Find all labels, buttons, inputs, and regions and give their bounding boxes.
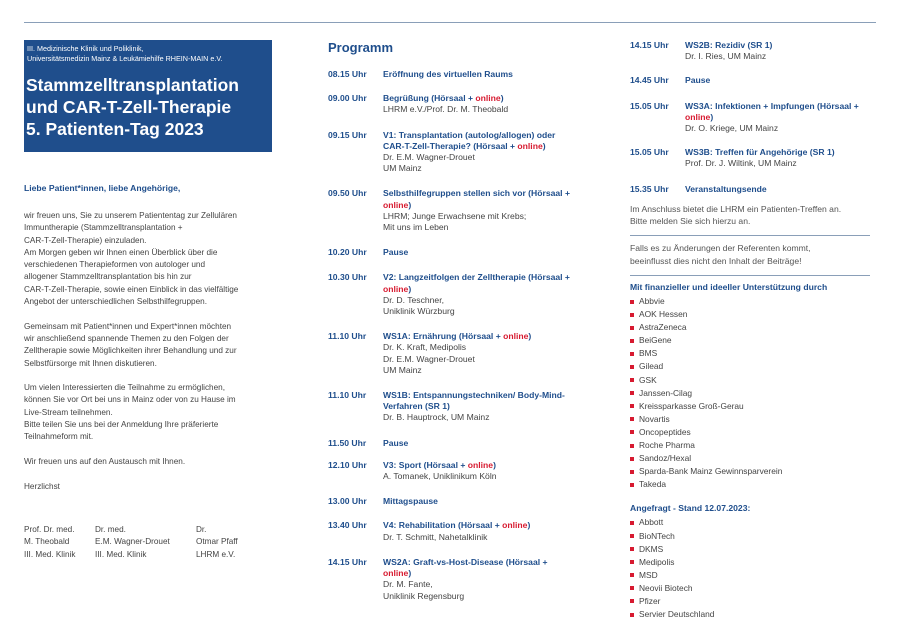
entry-title xyxy=(383,130,578,152)
sponsor-name: AstraZeneca xyxy=(639,322,687,333)
entry-title-text: V1: Transplantation (autolog/allogen) oder CAR-T-Zell-Therapie? (Hörsaal + xyxy=(383,129,556,151)
sponsor-item xyxy=(630,478,880,491)
entry-title-text: WS1B: Entspannungstechniken/ Body-Mind-Verfahren (SR 1) xyxy=(383,390,565,412)
sponsor-item xyxy=(630,556,880,569)
sponsor-item xyxy=(630,426,880,439)
sponsor-name: DKMS xyxy=(639,543,664,554)
entry-title-close: ) xyxy=(408,283,412,294)
entry-time: 14.15 Uhr xyxy=(630,40,669,50)
sponsor-name: Takeda xyxy=(639,479,667,490)
entry-title-text: Selbsthilfegruppen stellen sich vor (Hörsaal + xyxy=(383,188,570,199)
letter-paragraph: Herzlichst xyxy=(24,481,60,491)
sponsor-item xyxy=(630,360,880,373)
program-entry xyxy=(630,147,880,169)
entry-title xyxy=(383,390,578,412)
program-entry xyxy=(328,460,578,482)
online-label: online xyxy=(475,93,501,104)
sponsor-name: Medipolis xyxy=(639,556,675,567)
sponsor-item xyxy=(630,321,880,334)
entry-body xyxy=(383,93,508,115)
signature: Prof. Dr. med. M. Theobald III. Med. Klinik xyxy=(24,525,76,559)
program-entry xyxy=(328,130,578,175)
entry-title xyxy=(383,520,530,531)
bullet-square-icon xyxy=(630,547,634,551)
entry-title-close: ) xyxy=(710,111,714,122)
requested-sponsors-list xyxy=(630,516,880,621)
sponsor-name: BeiGene xyxy=(639,335,672,346)
entry-speaker: LHRM e.V./Prof. Dr. M. Theobald xyxy=(383,104,509,115)
entry-body xyxy=(383,390,578,424)
entry-title xyxy=(685,147,835,158)
sponsor-item xyxy=(630,582,880,595)
bullet-square-icon xyxy=(630,404,634,408)
sponsor-item xyxy=(630,387,880,400)
letter-paragraph: Um vielen Interessierten die Teilnahme zu ermöglichen, können Sie vor Ort bei uns in Mainz oder von zu Hause im Live-Stream teilnehmen. Bitte teilen Sie uns bei der Anmeldung Ihre präferierte Teilnahmeform mit. xyxy=(24,383,236,442)
entry-title-close: ) xyxy=(527,520,531,531)
entry-speaker: Dr. T. Schmitt, Nahetalklinik xyxy=(383,531,488,542)
bullet-square-icon xyxy=(630,417,634,421)
entry-body xyxy=(383,438,408,449)
entry-title-close: ) xyxy=(528,331,532,342)
online-label: online xyxy=(383,199,409,210)
sponsor-item xyxy=(630,439,880,452)
entry-title xyxy=(383,69,513,80)
entry-title xyxy=(383,331,531,342)
sponsors-list xyxy=(630,295,880,491)
program-entry xyxy=(328,438,578,449)
invitation-letter xyxy=(24,210,272,505)
sponsor-name: Neovii Biotech xyxy=(639,582,693,593)
program-entry xyxy=(328,93,578,115)
entry-time: 13.40 Uhr xyxy=(328,520,367,531)
sponsor-item xyxy=(630,295,880,308)
entry-time: 14.45 Uhr xyxy=(630,75,669,86)
sponsor-name: Pfizer xyxy=(639,595,661,606)
sponsor-item xyxy=(630,465,880,478)
program-heading: Programm xyxy=(328,40,394,55)
entry-body xyxy=(685,40,772,62)
program-entry xyxy=(328,272,578,317)
entry-title xyxy=(383,272,578,294)
entry-title-text: Pause xyxy=(383,437,409,448)
program-entry xyxy=(328,247,578,258)
entry-body xyxy=(685,101,880,135)
bullet-square-icon xyxy=(630,534,634,538)
program-entry xyxy=(328,69,578,80)
sponsor-item xyxy=(630,516,880,529)
entry-speaker: A. Tomanek, Uniklinikum Köln xyxy=(383,471,497,482)
online-label: online xyxy=(503,331,529,342)
sponsor-name: AOK Hessen xyxy=(639,309,688,320)
entry-title-text: WS2B: Rezidiv (SR 1) xyxy=(685,40,773,50)
entry-title xyxy=(383,557,578,579)
entry-title-text: V2: Langzeitfolgen der Zelltherapie (Hörsaal + xyxy=(383,272,570,283)
sponsor-name: Abbott xyxy=(639,517,664,528)
sponsor-item xyxy=(630,543,880,556)
bullet-square-icon xyxy=(630,391,634,395)
entry-title-close: ) xyxy=(408,568,412,579)
entry-title xyxy=(383,460,497,471)
bullet-square-icon xyxy=(630,560,634,564)
entry-title-text: Pause xyxy=(685,75,711,86)
left-column xyxy=(24,40,272,152)
meeting-note: Im Anschluss bietet die LHRM ein Patienten-Treffen an. Bitte melden Sie sich hierzu an. xyxy=(630,203,842,227)
title-banner xyxy=(24,40,272,152)
online-label: online xyxy=(383,283,409,294)
bullet-square-icon xyxy=(630,430,634,434)
sponsor-name: BioNTech xyxy=(639,530,675,541)
sponsor-item xyxy=(630,347,880,360)
entry-time: 13.00 Uhr xyxy=(328,496,367,507)
bullet-square-icon xyxy=(630,599,634,603)
entry-speaker: Dr. I. Ries, UM Mainz xyxy=(685,51,767,62)
entry-title-text: Mittagspause xyxy=(383,496,438,507)
bullet-square-icon xyxy=(630,521,634,525)
entry-speaker: Dr. K. Kraft, Medipolis Dr. E.M. Wagner-Drouet UM Mainz xyxy=(383,342,475,375)
program-entry xyxy=(328,188,578,233)
entry-title-close: ) xyxy=(408,199,412,210)
sponsor-name: Oncopeptides xyxy=(639,426,691,437)
sponsor-item xyxy=(630,308,880,321)
program-list xyxy=(328,69,578,602)
bullet-square-icon xyxy=(630,352,634,356)
entry-title xyxy=(383,438,408,449)
entry-title xyxy=(383,247,408,258)
bullet-square-icon xyxy=(630,300,634,304)
sponsor-name: Novartis xyxy=(639,413,670,424)
entry-time: 09.15 Uhr xyxy=(328,129,367,140)
changes-note: Falls es zu Änderungen der Referenten kommt, beeinflusst dies nicht den Inhalt der Beiträge! xyxy=(630,243,811,266)
online-label: online xyxy=(467,459,494,470)
entry-time: 09.50 Uhr xyxy=(328,188,367,199)
entry-time: 11.10 Uhr xyxy=(328,331,367,342)
bullet-square-icon xyxy=(630,457,634,461)
entry-body xyxy=(685,184,767,195)
entry-title-text: WS1A: Ernährung (Hörsaal + xyxy=(383,331,504,342)
online-label: online xyxy=(685,111,711,122)
entry-title-close: ) xyxy=(500,93,504,104)
letter-greeting: Liebe Patient*innen, liebe Angehörige, xyxy=(24,183,181,193)
entry-title xyxy=(685,75,710,86)
bullet-square-icon xyxy=(630,444,634,448)
entry-body xyxy=(383,557,578,602)
entry-body xyxy=(383,247,408,258)
program-column xyxy=(328,40,578,616)
sponsor-item xyxy=(630,400,880,413)
entry-speaker: Prof. Dr. J. Wiltink, UM Mainz xyxy=(685,158,797,169)
bullet-square-icon xyxy=(630,586,634,590)
sponsor-item xyxy=(630,569,880,582)
entry-title xyxy=(685,184,767,195)
entry-title-close: ) xyxy=(542,140,546,151)
program-entry xyxy=(328,520,578,542)
sponsor-item xyxy=(630,530,880,543)
right-column xyxy=(630,40,880,621)
program-entry xyxy=(328,331,578,376)
entry-body xyxy=(383,520,530,542)
entry-title-text: Veranstaltungsende xyxy=(685,183,767,194)
bullet-square-icon xyxy=(630,365,634,369)
entry-body xyxy=(383,130,578,175)
online-label: online xyxy=(517,140,543,151)
entry-time: 12.10 Uhr xyxy=(328,459,367,470)
bullet-square-icon xyxy=(630,483,634,487)
online-label: online xyxy=(383,568,409,579)
program-entry xyxy=(328,557,578,602)
program-entry xyxy=(630,101,880,135)
entry-title-text: V3: Sport (Hörsaal + xyxy=(383,459,468,470)
entry-time: 15.05 Uhr xyxy=(630,100,669,111)
entry-title xyxy=(685,101,880,123)
entry-title-text: V4: Rehabilitation (Hörsaal + xyxy=(383,520,503,531)
entry-title xyxy=(685,40,772,51)
entry-title xyxy=(383,496,438,507)
sponsor-name: MSD xyxy=(639,569,658,580)
entry-title-close: ) xyxy=(493,459,496,470)
entry-title-text: WS2A: Graft-vs-Host-Disease (Hörsaal + xyxy=(383,556,548,567)
top-divider xyxy=(24,22,876,23)
divider xyxy=(630,275,870,276)
sponsor-name: Abbvie xyxy=(639,296,665,307)
bullet-square-icon xyxy=(630,326,634,330)
entry-time: 08.15 Uhr xyxy=(328,69,367,79)
entry-speaker: Dr. D. Teschner, Uniklinik Würzburg xyxy=(383,294,455,317)
entry-body xyxy=(383,460,497,482)
entry-time: 15.05 Uhr xyxy=(630,147,669,158)
entry-time: 10.30 Uhr xyxy=(328,272,367,283)
sponsor-name: Servier Deutschland xyxy=(639,609,715,620)
entry-speaker: Dr. M. Fante, Uniklinik Regensburg xyxy=(383,579,465,601)
entry-title-text: WS3A: Infektionen + Impfungen (Hörsaal + xyxy=(685,100,859,111)
entry-title-text: Eröffnung des virtuellen Raums xyxy=(383,69,513,79)
entry-title-text: Begrüßung (Hörsaal + xyxy=(383,93,476,104)
sponsor-item xyxy=(630,608,880,621)
bullet-square-icon xyxy=(630,613,634,617)
sponsor-name: Janssen-Cilag xyxy=(639,387,693,398)
entry-body xyxy=(383,496,438,507)
program-entry xyxy=(630,75,880,86)
entry-time: 11.10 Uhr xyxy=(328,390,367,401)
entry-body xyxy=(685,75,710,86)
bullet-square-icon xyxy=(630,378,634,382)
organization-line: III. Medizinische Klinik und Poliklinik, Universitätsmedizin Mainz & Leukämiehilfe RHEIN-MAIN e.V. xyxy=(27,44,223,63)
program-entry xyxy=(328,390,578,424)
sponsor-name: Gilead xyxy=(639,361,664,372)
sponsor-name: Sparda-Bank Mainz Gewinnsparverein xyxy=(639,466,783,477)
signature-block xyxy=(24,524,272,561)
sponsor-item xyxy=(630,374,880,387)
signature: Dr. Otmar Pfaff LHRM e.V. xyxy=(196,525,238,559)
bullet-square-icon xyxy=(630,313,634,317)
sponsor-name: Roche Pharma xyxy=(639,440,695,451)
bullet-square-icon xyxy=(630,470,634,474)
entry-body xyxy=(383,188,578,233)
entry-speaker: LHRM; Junge Erwachsene mit Krebs; Mit uns im Leben xyxy=(383,210,527,233)
bullet-square-icon xyxy=(630,339,634,343)
online-label: online xyxy=(502,520,528,531)
sponsor-name: GSK xyxy=(639,374,657,385)
entry-time: 15.35 Uhr xyxy=(630,183,669,194)
requested-heading: Angefragt - Stand 12.07.2023: xyxy=(630,503,751,514)
sponsor-name: Sandoz/Hexal xyxy=(639,453,692,464)
sponsor-name: Kreissparkasse Groß-Gerau xyxy=(639,400,744,411)
entry-body xyxy=(383,272,578,317)
entry-title xyxy=(383,188,578,210)
entry-body xyxy=(383,331,531,376)
divider xyxy=(630,235,870,236)
letter-paragraph: Wir freuen uns auf den Austausch mit Ihnen. xyxy=(24,456,186,466)
entry-title-text: WS3B: Treffen für Angehörige (SR 1) xyxy=(685,147,835,158)
entry-time: 14.15 Uhr xyxy=(328,556,367,567)
entry-time: 10.20 Uhr xyxy=(328,247,367,258)
bullet-square-icon xyxy=(630,573,634,577)
program-entry xyxy=(630,184,880,195)
sponsor-item xyxy=(630,334,880,347)
program-entry xyxy=(328,496,578,507)
event-title: Stammzelltransplantation und CAR-T-Zell-Therapie 5. Patienten-Tag 2023 xyxy=(26,74,239,139)
entry-time: 11.50 Uhr xyxy=(328,437,367,448)
entry-time: 09.00 Uhr xyxy=(328,93,367,104)
program-entry xyxy=(630,40,880,62)
program-list-continued xyxy=(630,40,880,195)
entry-body xyxy=(685,147,835,169)
entry-speaker: Dr. B. Hauptrock, UM Mainz xyxy=(383,412,490,423)
entry-body xyxy=(383,69,513,80)
letter-paragraph: wir freuen uns, Sie zu unserem Patiententag zur Zellulären Immuntherapie (Stammzelltransplantation + CAR-T-Zell-Therapie) einzuladen. Am Morgen geben wir Ihnen einen Überblick über die verschiedenen Therapieformen von autologer und allogener Stammzelltransplantation bis hin zur CAR-T-Zell-Therapie, sowie einen Einblick in das vielfältige Angebot der unterschiedlichen Selbsthilfegruppen. xyxy=(24,211,239,307)
sponsor-item xyxy=(630,595,880,608)
signature: Dr. med. E.M. Wagner-Drouet III. Med. Klinik xyxy=(95,525,170,559)
sponsors-heading: Mit finanzieller und ideeller Unterstützung durch xyxy=(630,282,828,293)
entry-title xyxy=(383,93,508,104)
sponsor-item xyxy=(630,413,880,426)
entry-speaker: Dr. O. Kriege, UM Mainz xyxy=(685,123,779,134)
entry-title-text: Pause xyxy=(383,247,409,258)
sponsor-item xyxy=(630,452,880,465)
entry-speaker: Dr. E.M. Wagner-Drouet UM Mainz xyxy=(383,152,475,174)
letter-paragraph: Gemeinsam mit Patient*innen und Expert*innen möchten wir anschließend spannende Themen zu den Folgen der Zelltherapie sowie Möglichkeiten ihrer Behandlung und zur Selbstfürsorge mit Ihnen diskutieren. xyxy=(24,321,237,368)
sponsor-name: BMS xyxy=(639,348,658,359)
